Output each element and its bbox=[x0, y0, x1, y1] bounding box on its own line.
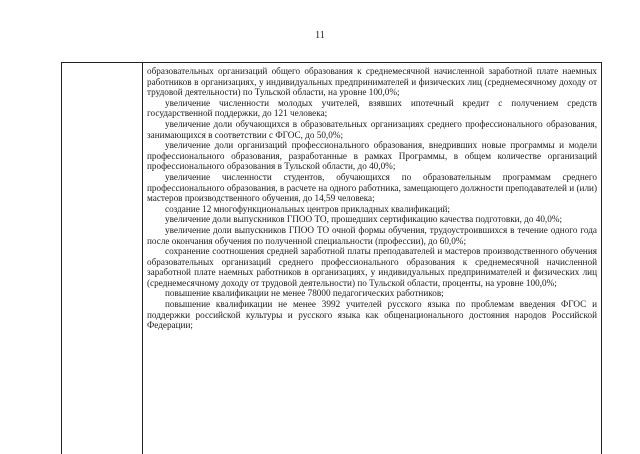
paragraph: увеличение численности молодых учителей, взявших ипотечный кредит с получением средств государственной поддержки, до 121 человека; bbox=[147, 97, 597, 119]
paragraph: образовательных организаций общего образования к среднемесячной начисленной заработной плате наемных работников в организациях, у индивидуальных предпринимателей и физических лиц (среднемесячному доходу от трудовой деятельности) по Тульской области, на уровне 100,0%; bbox=[147, 66, 597, 98]
paragraph: увеличение численности студентов, обучающихся по образовательным программам среднего профессионального образования, в расчете на одного работника, замещающего должности преподавателей и (или) мастеров производственного обучения, до 14,59 человека; bbox=[147, 171, 597, 204]
paragraph: создание 12 многофункциональных центров прикладных квалификаций; bbox=[165, 203, 450, 214]
document-table bbox=[61, 62, 602, 454]
paragraph: увеличение доли выпускников ГПОО ТО очной формы обучения, трудоустроившихся в течение одного года после окончания обучения по полученной специальности (профессии), до 60,0%; bbox=[147, 224, 597, 246]
content-cell bbox=[147, 66, 597, 331]
paragraph: сохранение соотношения средней заработной платы преподавателей и мастеров производственного обучения образовательных организаций среднего профессионального образования к среднемесячной начисленной заработной плате наемных работников в организациях, у индивидуальных предпринимателей и физических лиц (среднемесячному доходу от трудовой деятельности) по Тульской области, проценты, на уровне 100,0%; bbox=[147, 246, 597, 288]
paragraph: увеличение доли организаций профессионального образования, внедривших новые программы и модели профессионального образования, разработанные в рамках Программы, в общем количестве организаций профессионального образования в Тульской области, до 40,0%; bbox=[147, 140, 597, 172]
paragraph: повышение квалификации не менее 3992 учителей русского языка по проблемам введения ФГОС и поддержки российской культуры и русского языка как общенационального достояния народов Российской Федерации; bbox=[147, 299, 597, 331]
column-divider bbox=[142, 63, 143, 454]
paragraph: увеличение доли выпускников ГПОО ТО, прошедших сертификацию качества подготовки, до 40,0%; bbox=[165, 214, 563, 225]
page-number: 11 bbox=[315, 30, 325, 41]
paragraph: увеличение доли обучающихся в образовательных организациях среднего профессионального образования, занимающихся в соответствии с ФГОС, до 50,0%; bbox=[147, 118, 597, 140]
paragraph: повышение квалификации не менее 78000 педагогических работников; bbox=[165, 288, 444, 299]
